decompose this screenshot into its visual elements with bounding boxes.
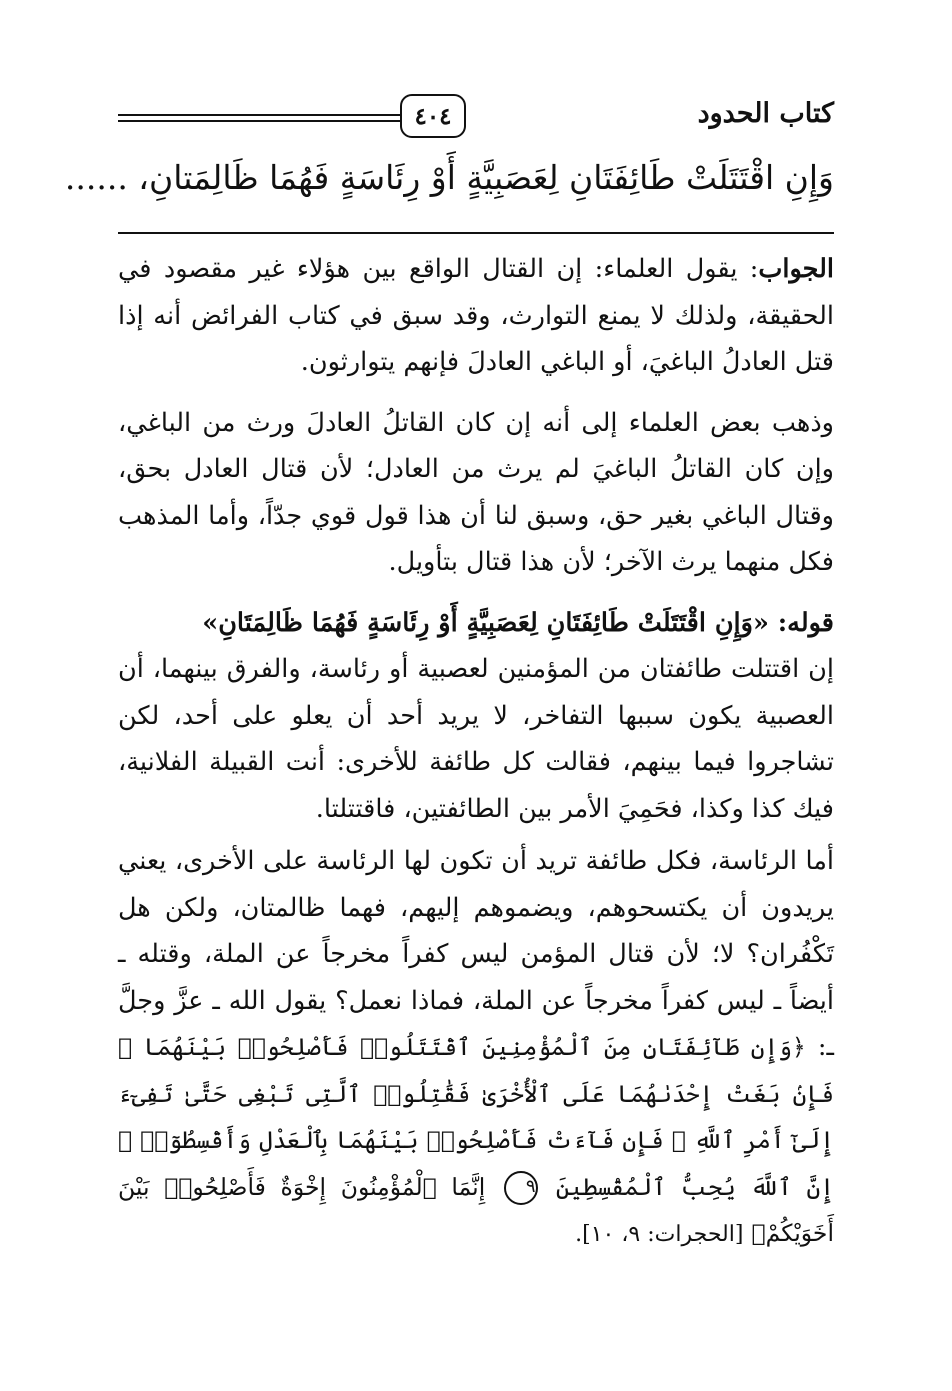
- commentary-body: [118, 246, 834, 1273]
- surah-reference: [الحجرات: ٩، ١٠].: [575, 1222, 744, 1247]
- paragraph-text: أما الرئاسة، فكل طائفة تريد أن تكون لها الرئاسة على الأخرى، يعني يريدون أن يكتسحوهم، ويضموهم إليهم، فهما ظالمتان، ولكن هل تَكْفُران؟ لا؛ لأن قتال المؤمن ليس كفراً مخرجاً عن الملة، وقتله ـ أيضاً ـ ليس كفراً مخرجاً عن الملة، فماذا نعمل؟ يقول الله ـ عزَّ وجلَّ ـ:: [118, 846, 834, 1062]
- paragraph-answer: [118, 246, 834, 386]
- quran-verse-9: ﴿وَإِن طَآئِفَتَانِ مِنَ ٱلْمُؤْمِنِينَ ٱقْتَتَلُوا۟ فَأَصْلِحُوا۟ بَيْنَهُمَا ۖ فَإِنۢ بَغَتْ إِحْدَىٰهُمَا عَلَى ٱلْأُخْرَىٰ فَقَٰتِلُوا۟ ٱلَّتِى تَبْغِى حَتَّىٰ تَفِىٓءَ إِلَىٰٓ أَمْرِ ٱللَّهِ ۚ فَإِن فَآءَتْ فَأَصْلِحُوا۟ بَيْنَهُمَا بِٱلْعَدْلِ وَأَقْسِطُوٓا۟ ۖ إِنَّ ٱللَّهَ يُحِبُّ ٱلْمُقْسِطِينَ: [118, 1033, 834, 1201]
- ayah-number-marker: ٩: [504, 1171, 538, 1205]
- header-rule: [118, 120, 404, 122]
- book-page: [64, 92, 834, 1312]
- paragraph-text: : يقول العلماء: إن القتال الواقع بين هؤلاء غير مقصود في الحقيقة، ولذلك لا يمنع التوارث، وقد سبق في كتاب الفرائض أنه إذا قتل العادلُ الباغيَ، أو الباغي العادلَ فإنهم يتوارثون.: [118, 254, 834, 377]
- page-header: [118, 92, 834, 144]
- header-rule: [118, 114, 404, 116]
- paragraph-opinion: [118, 400, 834, 586]
- paragraph-text: وذهب بعض العلماء إلى أنه إن كان القاتلُ العادلَ ورث من الباغي، وإن كان القاتلُ الباغيَ لم يرث من العادل؛ لأن قتال العادل بحق، وقتال الباغي بغير حق، وسبق لنا أن هذا قول قوي جدّاً، وأما المذهب فكل منهما يرث الآخر؛ لأن هذا قتال بتأويل.: [118, 407, 834, 577]
- page-number: ٤٠٤: [400, 94, 466, 138]
- quran-verse-10: إِنَّمَا ٱلْمُؤْمِنُونَ إِخْوَةٌ فَأَصْلِحُوا۟ بَيْنَ أَخَوَيْكُمْ﴾: [118, 1172, 834, 1247]
- paragraph-text: إن اقتتلت طائفتان من المؤمنين لعصبية أو رئاسة، والفرق بينهما، أن العصبية يكون سببها التفاخر، لا يريد أحد أن يعلو على أحد، لكن تشاجروا فيما بينهم، فقالت كل طائفة للأخرى: أنت القبيلة الفلانية، فيك كذا وكذا، فحَمِيَ الأمر بين الطائفتين، فاقتتلتا.: [118, 654, 834, 824]
- book-title: كتاب الحدود: [697, 98, 834, 129]
- paragraph-lead: الجواب: [758, 254, 834, 284]
- paragraph-lead: قوله: «وَإِنِ اقْتَتَلَتْ طَائِفَتَانِ لِعَصَبِيَّةٍ أَوْ رِئَاسَةٍ فَهُمَا ظَالِمَتَانِ»: [202, 607, 834, 638]
- matn-text: وَإِنِ اقْتَتَلَتْ طَائِفَتَانِ لِعَصَبِيَّةٍ أَوْ رِئَاسَةٍ فَهُمَا ظَالِمَتانِ، ......: [64, 158, 834, 197]
- matn-divider: [118, 232, 834, 234]
- paragraph-riyasa: [118, 838, 834, 1259]
- paragraph-qawluhu: [118, 600, 834, 833]
